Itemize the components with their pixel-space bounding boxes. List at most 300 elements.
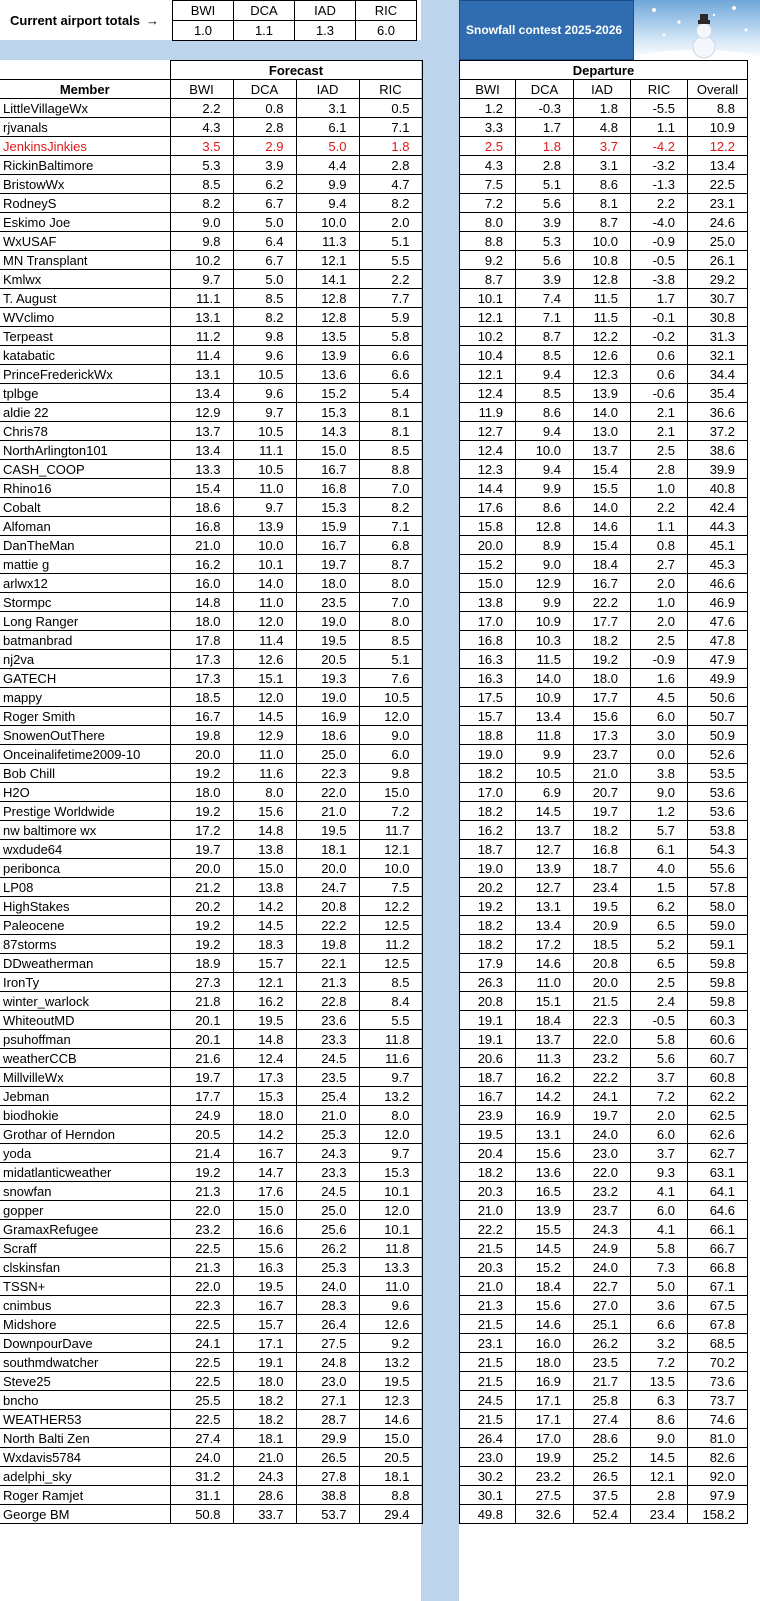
forecast-value: 20.5 bbox=[359, 1448, 422, 1467]
departure-value: 17.2 bbox=[516, 935, 574, 954]
table-row bbox=[460, 916, 748, 935]
overall-value: 62.5 bbox=[688, 1106, 748, 1125]
departure-value: 5.0 bbox=[631, 1277, 688, 1296]
table-row bbox=[460, 1486, 748, 1505]
departure-value: 25.2 bbox=[574, 1448, 631, 1467]
departure-value: 3.7 bbox=[631, 1068, 688, 1087]
forecast-value: 8.8 bbox=[359, 1486, 422, 1505]
member-name: nj2va bbox=[0, 650, 170, 669]
table-row bbox=[460, 1334, 748, 1353]
forecast-value: 15.3 bbox=[296, 498, 359, 517]
departure-value: 2.5 bbox=[631, 973, 688, 992]
forecast-value: 8.0 bbox=[233, 783, 296, 802]
overall-value: 92.0 bbox=[688, 1467, 748, 1486]
forecast-value: 11.8 bbox=[359, 1030, 422, 1049]
overall-value: 158.2 bbox=[688, 1505, 748, 1524]
departure-value: 19.1 bbox=[460, 1011, 516, 1030]
departure-value: 4.5 bbox=[631, 688, 688, 707]
forecast-value: 16.7 bbox=[233, 1144, 296, 1163]
departure-value: 26.4 bbox=[460, 1429, 516, 1448]
departure-value: 14.6 bbox=[516, 954, 574, 973]
table-row bbox=[0, 460, 422, 479]
departure-value: 7.4 bbox=[516, 289, 574, 308]
table-row bbox=[0, 156, 422, 175]
table-row bbox=[0, 1220, 422, 1239]
member-name: Steve25 bbox=[0, 1372, 170, 1391]
table-row bbox=[0, 1163, 422, 1182]
overall-value: 45.3 bbox=[688, 555, 748, 574]
overall-value: 60.7 bbox=[688, 1049, 748, 1068]
departure-value: 1.7 bbox=[516, 118, 574, 137]
departure-value: 18.2 bbox=[460, 764, 516, 783]
forecast-value: 17.7 bbox=[170, 1087, 233, 1106]
departure-value: 12.1 bbox=[460, 308, 516, 327]
departure-value: 11.8 bbox=[516, 726, 574, 745]
departure-value: 3.7 bbox=[574, 137, 631, 156]
departure-value: 23.4 bbox=[631, 1505, 688, 1524]
forecast-value: 21.2 bbox=[170, 878, 233, 897]
departure-value: 9.9 bbox=[516, 745, 574, 764]
table-row bbox=[460, 688, 748, 707]
overall-value: 68.5 bbox=[688, 1334, 748, 1353]
departure-value: 10.8 bbox=[574, 251, 631, 270]
member-name: yoda bbox=[0, 1144, 170, 1163]
member-name: Roger Smith bbox=[0, 707, 170, 726]
table-row bbox=[460, 1144, 748, 1163]
forecast-value: 2.2 bbox=[359, 270, 422, 289]
departure-value: 6.5 bbox=[631, 916, 688, 935]
forecast-value: 28.3 bbox=[296, 1296, 359, 1315]
member-name: H2O bbox=[0, 783, 170, 802]
table-row bbox=[460, 213, 748, 232]
forecast-value: 9.4 bbox=[296, 194, 359, 213]
forecast-value: 12.8 bbox=[296, 289, 359, 308]
member-name: RodneyS bbox=[0, 194, 170, 213]
member-name: Chris78 bbox=[0, 422, 170, 441]
forecast-value: 38.8 bbox=[296, 1486, 359, 1505]
departure-value: 20.0 bbox=[460, 536, 516, 555]
departure-value: 20.4 bbox=[460, 1144, 516, 1163]
forecast-value: 9.7 bbox=[170, 270, 233, 289]
departure-value: 17.0 bbox=[460, 783, 516, 802]
forecast-value: 14.0 bbox=[233, 574, 296, 593]
forecast-value: 11.0 bbox=[359, 1277, 422, 1296]
forecast-value: 23.2 bbox=[170, 1220, 233, 1239]
departure-value: 15.8 bbox=[460, 517, 516, 536]
forecast-value: 21.8 bbox=[170, 992, 233, 1011]
departure-value: 23.0 bbox=[460, 1448, 516, 1467]
forecast-value: 19.5 bbox=[233, 1277, 296, 1296]
departure-value: 16.8 bbox=[460, 631, 516, 650]
departure-value: 23.0 bbox=[574, 1144, 631, 1163]
departure-value: 6.1 bbox=[631, 840, 688, 859]
forecast-value: 23.5 bbox=[296, 1068, 359, 1087]
forecast-value: 16.2 bbox=[170, 555, 233, 574]
totals-value-iad: 1.3 bbox=[295, 21, 356, 41]
departure-value: 14.0 bbox=[574, 403, 631, 422]
departure-value: 21.5 bbox=[460, 1239, 516, 1258]
forecast-value: 18.5 bbox=[170, 688, 233, 707]
member-name: midatlanticweather bbox=[0, 1163, 170, 1182]
departure-value: 13.7 bbox=[574, 441, 631, 460]
departure-value: 8.9 bbox=[516, 536, 574, 555]
table-row bbox=[0, 612, 422, 631]
forecast-value: 9.7 bbox=[233, 498, 296, 517]
departure-value: 7.1 bbox=[516, 308, 574, 327]
overall-value: 49.9 bbox=[688, 669, 748, 688]
member-name: Paleocene bbox=[0, 916, 170, 935]
overall-value: 59.0 bbox=[688, 916, 748, 935]
departure-value: 20.3 bbox=[460, 1258, 516, 1277]
forecast-value: 12.2 bbox=[359, 897, 422, 916]
departure-value: 12.4 bbox=[460, 384, 516, 403]
departure-value: 15.0 bbox=[460, 574, 516, 593]
overall-value: 59.1 bbox=[688, 935, 748, 954]
departure-value: 7.2 bbox=[460, 194, 516, 213]
departure-col-bwi: BWI bbox=[460, 80, 516, 99]
departure-value: 2.8 bbox=[631, 460, 688, 479]
overall-value: 64.6 bbox=[688, 1201, 748, 1220]
forecast-value: 6.0 bbox=[359, 745, 422, 764]
forecast-value: 22.8 bbox=[296, 992, 359, 1011]
table-row bbox=[0, 992, 422, 1011]
departure-value: 16.7 bbox=[460, 1087, 516, 1106]
table-row bbox=[0, 1239, 422, 1258]
forecast-value: 29.4 bbox=[359, 1505, 422, 1524]
departure-value: 13.7 bbox=[516, 1030, 574, 1049]
forecast-value: 19.7 bbox=[296, 555, 359, 574]
forecast-value: 8.1 bbox=[359, 422, 422, 441]
table-row bbox=[0, 1448, 422, 1467]
departure-value: 27.0 bbox=[574, 1296, 631, 1315]
table-row bbox=[460, 802, 748, 821]
departure-value: 16.3 bbox=[460, 650, 516, 669]
forecast-value: 4.7 bbox=[359, 175, 422, 194]
departure-value: 12.1 bbox=[460, 365, 516, 384]
forecast-value: 18.1 bbox=[233, 1429, 296, 1448]
forecast-value: 8.4 bbox=[359, 992, 422, 1011]
overall-value: 47.6 bbox=[688, 612, 748, 631]
table-row bbox=[460, 422, 748, 441]
forecast-value: 25.3 bbox=[296, 1125, 359, 1144]
table-row bbox=[460, 365, 748, 384]
departure-value: 23.2 bbox=[574, 1049, 631, 1068]
departure-value: 0.8 bbox=[631, 536, 688, 555]
departure-value: -0.5 bbox=[631, 251, 688, 270]
departure-value: 3.2 bbox=[631, 1334, 688, 1353]
forecast-value: 13.1 bbox=[170, 365, 233, 384]
table-row bbox=[0, 175, 422, 194]
forecast-value: 22.0 bbox=[170, 1201, 233, 1220]
forecast-value: 27.5 bbox=[296, 1334, 359, 1353]
member-name: gopper bbox=[0, 1201, 170, 1220]
forecast-value: 20.0 bbox=[170, 745, 233, 764]
departure-value: 21.0 bbox=[460, 1277, 516, 1296]
forecast-value: 2.8 bbox=[233, 118, 296, 137]
departure-value: 18.7 bbox=[460, 1068, 516, 1087]
member-name: biodhokie bbox=[0, 1106, 170, 1125]
departure-value: 23.5 bbox=[574, 1353, 631, 1372]
member-header: Member bbox=[0, 80, 170, 99]
member-name: LP08 bbox=[0, 878, 170, 897]
table-row bbox=[460, 764, 748, 783]
departure-value: 25.8 bbox=[574, 1391, 631, 1410]
forecast-value: 22.3 bbox=[170, 1296, 233, 1315]
forecast-value: 2.9 bbox=[233, 137, 296, 156]
current-totals-label bbox=[0, 0, 172, 40]
member-name: Jebman bbox=[0, 1087, 170, 1106]
table-row bbox=[0, 707, 422, 726]
departure-value: 15.6 bbox=[574, 707, 631, 726]
forecast-value: 16.8 bbox=[170, 517, 233, 536]
table-row bbox=[460, 859, 748, 878]
departure-value: 12.6 bbox=[574, 346, 631, 365]
departure-value: 6.9 bbox=[516, 783, 574, 802]
departure-value: 17.0 bbox=[460, 612, 516, 631]
table-row bbox=[0, 1505, 422, 1524]
forecast-value: 27.3 bbox=[170, 973, 233, 992]
departure-value: 15.5 bbox=[516, 1220, 574, 1239]
forecast-value: 14.8 bbox=[233, 821, 296, 840]
forecast-value: 21.0 bbox=[296, 1106, 359, 1125]
departure-value: 13.7 bbox=[516, 821, 574, 840]
forecast-value: 15.1 bbox=[233, 669, 296, 688]
overall-value: 46.6 bbox=[688, 574, 748, 593]
departure-value: 13.4 bbox=[516, 916, 574, 935]
departure-value: 1.1 bbox=[631, 517, 688, 536]
departure-value: 19.5 bbox=[460, 1125, 516, 1144]
forecast-value: 21.0 bbox=[170, 536, 233, 555]
departure-value: -0.3 bbox=[516, 99, 574, 118]
forecast-value: 15.2 bbox=[296, 384, 359, 403]
forecast-value: 15.7 bbox=[233, 1315, 296, 1334]
forecast-value: 19.5 bbox=[296, 821, 359, 840]
departure-value: 2.2 bbox=[631, 498, 688, 517]
departure-value: 21.5 bbox=[460, 1372, 516, 1391]
forecast-value: 5.0 bbox=[296, 137, 359, 156]
current-totals-text: Current airport totals bbox=[10, 12, 141, 28]
departure-value: 17.1 bbox=[516, 1391, 574, 1410]
forecast-value: 27.8 bbox=[296, 1467, 359, 1486]
forecast-value: 8.5 bbox=[359, 973, 422, 992]
departure-value: 14.6 bbox=[516, 1315, 574, 1334]
departure-value: 2.8 bbox=[516, 156, 574, 175]
departure-value: 1.0 bbox=[631, 593, 688, 612]
overall-value: 53.8 bbox=[688, 821, 748, 840]
forecast-value: 8.5 bbox=[359, 631, 422, 650]
overall-value: 36.6 bbox=[688, 403, 748, 422]
forecast-value: 19.2 bbox=[170, 1163, 233, 1182]
overall-value: 44.3 bbox=[688, 517, 748, 536]
departure-value: 14.2 bbox=[516, 1087, 574, 1106]
departure-value: 12.3 bbox=[574, 365, 631, 384]
table-row bbox=[460, 175, 748, 194]
departure-value: 8.5 bbox=[516, 384, 574, 403]
overall-value: 73.6 bbox=[688, 1372, 748, 1391]
member-name: rjvanals bbox=[0, 118, 170, 137]
departure-value: 21.5 bbox=[460, 1353, 516, 1372]
forecast-value: 24.5 bbox=[296, 1049, 359, 1068]
departure-value: 22.7 bbox=[574, 1277, 631, 1296]
departure-value: 22.3 bbox=[574, 1011, 631, 1030]
forecast-value: 25.6 bbox=[296, 1220, 359, 1239]
departure-value: 15.1 bbox=[516, 992, 574, 1011]
table-row bbox=[0, 1125, 422, 1144]
forecast-value: 10.1 bbox=[359, 1182, 422, 1201]
departure-value: 4.1 bbox=[631, 1182, 688, 1201]
forecast-value: 22.5 bbox=[170, 1410, 233, 1429]
forecast-value: 19.5 bbox=[359, 1372, 422, 1391]
forecast-value: 24.5 bbox=[296, 1182, 359, 1201]
departure-value: 23.7 bbox=[574, 745, 631, 764]
member-name: Onceinalifetime2009-10 bbox=[0, 745, 170, 764]
departure-value: 0.6 bbox=[631, 365, 688, 384]
overall-value: 26.1 bbox=[688, 251, 748, 270]
table-row bbox=[0, 194, 422, 213]
forecast-value: 17.3 bbox=[170, 669, 233, 688]
forecast-value: 11.8 bbox=[359, 1239, 422, 1258]
overall-value: 57.8 bbox=[688, 878, 748, 897]
forecast-value: 7.0 bbox=[359, 479, 422, 498]
forecast-value: 12.5 bbox=[359, 954, 422, 973]
forecast-value: 28.7 bbox=[296, 1410, 359, 1429]
forecast-value: 12.3 bbox=[359, 1391, 422, 1410]
table-row bbox=[460, 536, 748, 555]
departure-value: 12.8 bbox=[574, 270, 631, 289]
forecast-value: 13.9 bbox=[233, 517, 296, 536]
forecast-value: 22.5 bbox=[170, 1315, 233, 1334]
departure-value: 1.6 bbox=[631, 669, 688, 688]
member-name: Grothar of Herndon bbox=[0, 1125, 170, 1144]
overall-value: 59.8 bbox=[688, 992, 748, 1011]
departure-value: -0.2 bbox=[631, 327, 688, 346]
forecast-value: 25.5 bbox=[170, 1391, 233, 1410]
forecast-value: 17.8 bbox=[170, 631, 233, 650]
departure-value: 19.7 bbox=[574, 1106, 631, 1125]
departure-value: 30.2 bbox=[460, 1467, 516, 1486]
table-row bbox=[460, 1125, 748, 1144]
table-row bbox=[0, 1258, 422, 1277]
forecast-value: 27.4 bbox=[170, 1429, 233, 1448]
forecast-value: 9.0 bbox=[170, 213, 233, 232]
departure-value: 16.7 bbox=[574, 574, 631, 593]
departure-value: 13.1 bbox=[516, 1125, 574, 1144]
member-name: adelphi_sky bbox=[0, 1467, 170, 1486]
arrow-right-icon: → bbox=[146, 12, 160, 28]
member-name: DanTheMan bbox=[0, 536, 170, 555]
forecast-value: 2.2 bbox=[170, 99, 233, 118]
overall-value: 47.8 bbox=[688, 631, 748, 650]
departure-value: 14.5 bbox=[631, 1448, 688, 1467]
forecast-value: 22.5 bbox=[170, 1353, 233, 1372]
forecast-value: 12.6 bbox=[359, 1315, 422, 1334]
departure-value: -0.1 bbox=[631, 308, 688, 327]
forecast-value: 14.6 bbox=[359, 1410, 422, 1429]
overall-value: 10.9 bbox=[688, 118, 748, 137]
departure-value: 18.4 bbox=[574, 555, 631, 574]
overall-value: 60.6 bbox=[688, 1030, 748, 1049]
forecast-value: 18.0 bbox=[296, 574, 359, 593]
table-row bbox=[0, 650, 422, 669]
departure-value: 3.3 bbox=[460, 118, 516, 137]
departure-value: 25.1 bbox=[574, 1315, 631, 1334]
forecast-value: 15.0 bbox=[233, 859, 296, 878]
departure-value: 6.6 bbox=[631, 1315, 688, 1334]
forecast-value: 7.6 bbox=[359, 669, 422, 688]
forecast-value: 16.9 bbox=[296, 707, 359, 726]
table-row bbox=[460, 270, 748, 289]
forecast-value: 18.6 bbox=[296, 726, 359, 745]
forecast-value: 8.2 bbox=[233, 308, 296, 327]
table-row bbox=[460, 1448, 748, 1467]
forecast-value: 19.0 bbox=[296, 688, 359, 707]
forecast-value: 16.7 bbox=[233, 1296, 296, 1315]
departure-value: 9.0 bbox=[516, 555, 574, 574]
member-name: TSSN+ bbox=[0, 1277, 170, 1296]
member-name: BristowWx bbox=[0, 175, 170, 194]
departure-value: -4.2 bbox=[631, 137, 688, 156]
table-row bbox=[460, 232, 748, 251]
departure-col-iad: IAD bbox=[574, 80, 631, 99]
overall-value: 30.7 bbox=[688, 289, 748, 308]
table-row bbox=[0, 878, 422, 897]
forecast-value: 11.0 bbox=[233, 745, 296, 764]
member-name: Terpeast bbox=[0, 327, 170, 346]
table-row bbox=[0, 137, 422, 156]
overall-value: 59.8 bbox=[688, 973, 748, 992]
member-name: T. August bbox=[0, 289, 170, 308]
forecast-value: 12.8 bbox=[296, 308, 359, 327]
departure-value: 8.7 bbox=[460, 270, 516, 289]
table-row bbox=[0, 593, 422, 612]
forecast-value: 13.8 bbox=[233, 878, 296, 897]
table-row bbox=[460, 631, 748, 650]
departure-value: 12.7 bbox=[516, 878, 574, 897]
forecast-value: 19.1 bbox=[233, 1353, 296, 1372]
departure-value: 37.5 bbox=[574, 1486, 631, 1505]
table-row bbox=[460, 878, 748, 897]
member-name: Scraff bbox=[0, 1239, 170, 1258]
overall-value: 53.5 bbox=[688, 764, 748, 783]
table-row bbox=[0, 1144, 422, 1163]
departure-value: 22.0 bbox=[574, 1163, 631, 1182]
departure-value: 6.0 bbox=[631, 707, 688, 726]
overall-value: 66.8 bbox=[688, 1258, 748, 1277]
forecast-value: 10.1 bbox=[233, 555, 296, 574]
forecast-value: 18.0 bbox=[170, 783, 233, 802]
table-row bbox=[0, 802, 422, 821]
overall-value: 67.1 bbox=[688, 1277, 748, 1296]
departure-value: 52.4 bbox=[574, 1505, 631, 1524]
table-row bbox=[0, 403, 422, 422]
forecast-value: 19.2 bbox=[170, 916, 233, 935]
departure-value: 10.4 bbox=[460, 346, 516, 365]
departure-value: 13.0 bbox=[574, 422, 631, 441]
member-name: Prestige Worldwide bbox=[0, 802, 170, 821]
totals-value-dca: 1.1 bbox=[234, 21, 295, 41]
table-row bbox=[0, 346, 422, 365]
departure-value: 20.9 bbox=[574, 916, 631, 935]
departure-value: 16.5 bbox=[516, 1182, 574, 1201]
table-row bbox=[460, 1030, 748, 1049]
forecast-value: 6.7 bbox=[233, 194, 296, 213]
departure-value: 21.3 bbox=[460, 1296, 516, 1315]
table-row bbox=[460, 669, 748, 688]
forecast-value: 18.0 bbox=[233, 1372, 296, 1391]
forecast-value: 8.0 bbox=[359, 612, 422, 631]
overall-value: 66.1 bbox=[688, 1220, 748, 1239]
table-row bbox=[460, 403, 748, 422]
